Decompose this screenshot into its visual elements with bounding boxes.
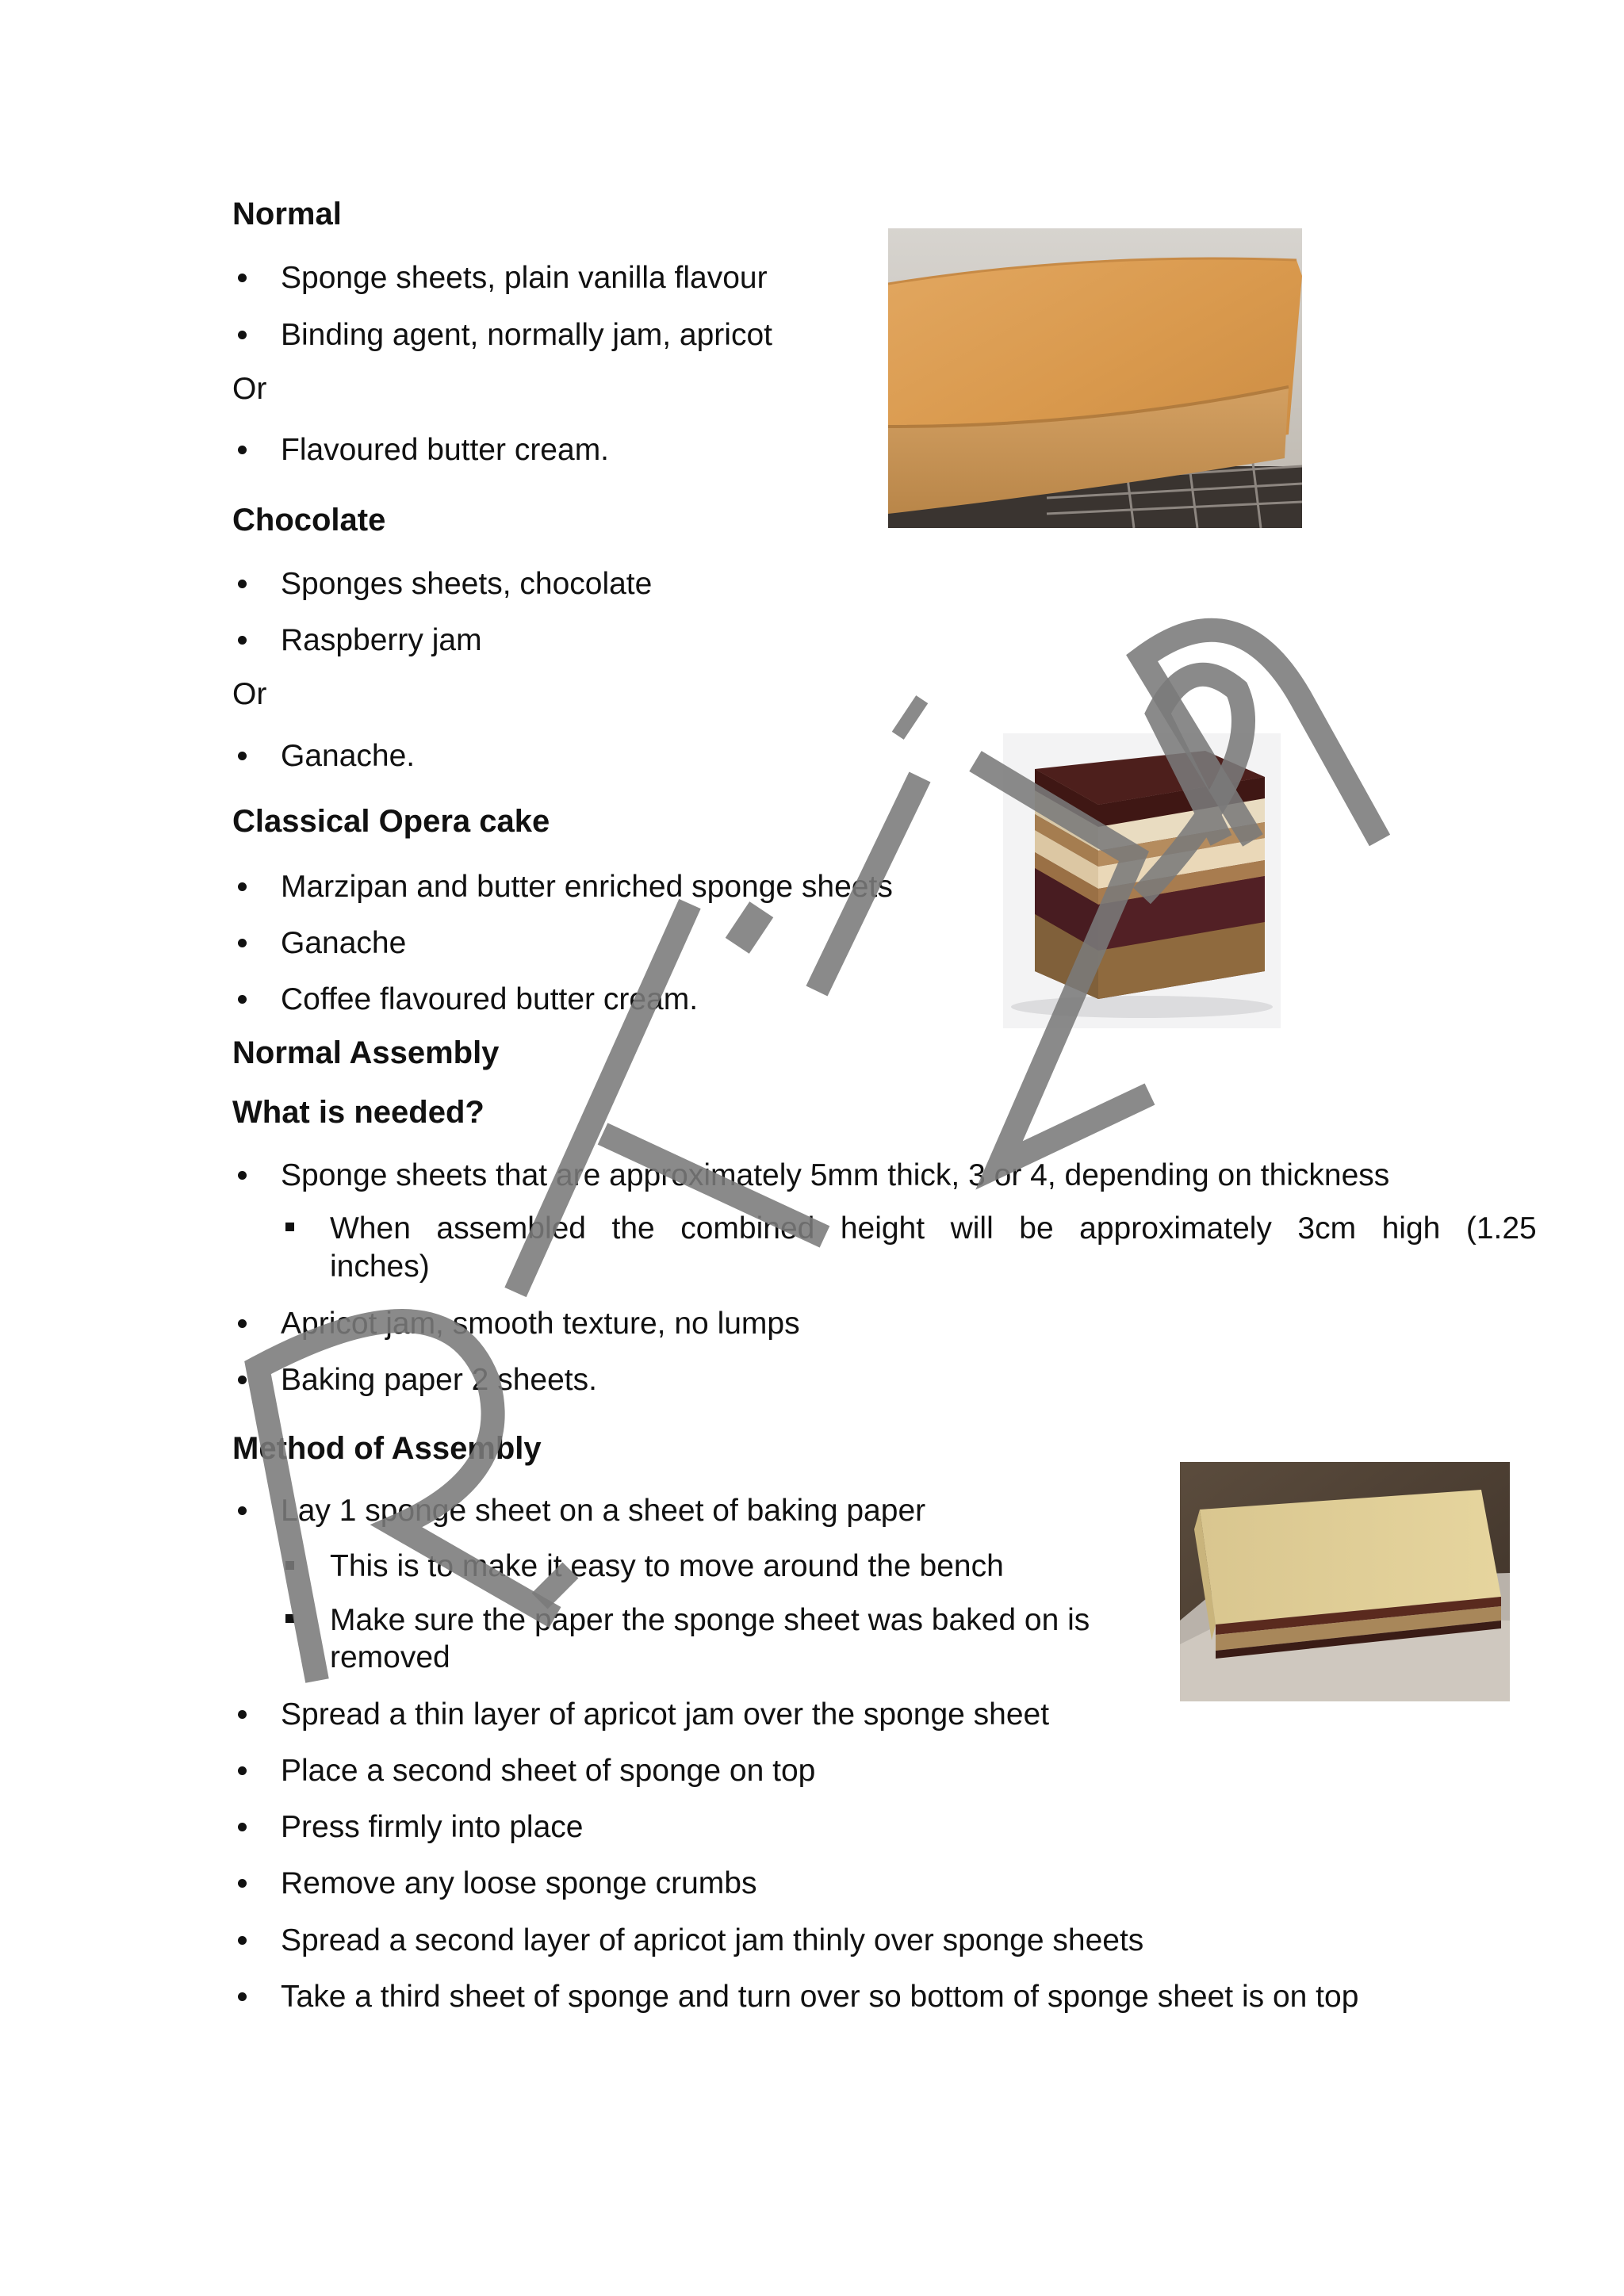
list-item: Baking paper 2 sheets. <box>281 1363 597 1397</box>
bullet-icon <box>238 995 247 1004</box>
bullet-icon <box>238 636 247 645</box>
section-heading-chocolate: Chocolate <box>232 503 386 538</box>
list-subitem: Make sure the paper the sponge sheet was baked on is <box>330 1603 1090 1637</box>
bullet-icon <box>238 752 247 760</box>
section-heading-normal: Normal <box>232 197 342 232</box>
list-item: Apricot jam, smooth texture, no lumps <box>281 1307 800 1341</box>
list-item: Ganache. <box>281 739 416 773</box>
section-heading-opera: Classical Opera cake <box>232 804 550 839</box>
list-item: Sponge sheets that are approximately 5mm thick, 3 or 4, depending on thickness <box>281 1158 1390 1192</box>
list-item: Sponge sheets, plain vanilla flavour <box>281 261 768 295</box>
list-item: Binding agent, normally jam, apricot <box>281 318 772 352</box>
bullet-icon <box>238 1710 247 1719</box>
list-item: Take a third sheet of sponge and turn over so bottom of sponge sheet is on top <box>281 1980 1359 2014</box>
or-label: Or <box>232 372 267 406</box>
list-subitem: This is to make it easy to move around the bench <box>330 1549 1004 1583</box>
list-item: Raspberry jam <box>281 623 482 657</box>
list-subitem: When assembled the combined height will be approximately 3cm high (1.25 <box>330 1211 1537 1246</box>
assembled-sponge-photo <box>1180 1462 1510 1701</box>
list-item: Ganache <box>281 926 407 960</box>
bullet-icon <box>238 882 247 891</box>
bullet-icon <box>238 1766 247 1775</box>
or-label: Or <box>232 677 267 711</box>
list-item: Spread a thin layer of apricot jam over the sponge sheet <box>281 1697 1050 1732</box>
bullet-icon <box>238 939 247 947</box>
list-item: Remove any loose sponge crumbs <box>281 1866 757 1900</box>
bullet-icon <box>238 1376 247 1384</box>
list-item: Place a second sheet of sponge on top <box>281 1754 816 1788</box>
bullet-icon <box>238 1936 247 1945</box>
opera-cake-photo <box>1003 733 1281 1028</box>
bullet-icon <box>238 1171 247 1180</box>
vanilla-sponge-photo <box>888 228 1302 528</box>
list-item: Lay 1 sponge sheet on a sheet of baking paper <box>281 1494 926 1528</box>
square-bullet-icon <box>285 1614 294 1623</box>
bullet-icon <box>238 1992 247 2001</box>
list-item: Coffee flavoured butter cream. <box>281 982 699 1016</box>
list-item: Spread a second layer of apricot jam thinly over sponge sheets <box>281 1923 1144 1957</box>
list-subitem-continuation: inches) <box>330 1249 430 1284</box>
bullet-icon <box>238 274 247 282</box>
bullet-icon <box>238 1823 247 1831</box>
bullet-icon <box>238 1506 247 1515</box>
subheading-what-is-needed: What is needed? <box>232 1095 485 1130</box>
bullet-icon <box>238 331 247 339</box>
list-subitem-continuation: removed <box>330 1640 450 1674</box>
bullet-icon <box>238 580 247 588</box>
square-bullet-icon <box>285 1223 294 1231</box>
list-item: Press firmly into place <box>281 1810 584 1844</box>
bullet-icon <box>238 446 247 454</box>
list-item: Sponges sheets, chocolate <box>281 567 653 601</box>
bullet-icon <box>238 1879 247 1888</box>
section-heading-method: Method of Assembly <box>232 1431 542 1466</box>
section-heading-normal-assembly: Normal Assembly <box>232 1035 500 1070</box>
list-item: Flavoured butter cream. <box>281 433 610 467</box>
square-bullet-icon <box>285 1561 294 1570</box>
bullet-icon <box>238 1319 247 1328</box>
list-item: Marzipan and butter enriched sponge sheets <box>281 870 893 904</box>
